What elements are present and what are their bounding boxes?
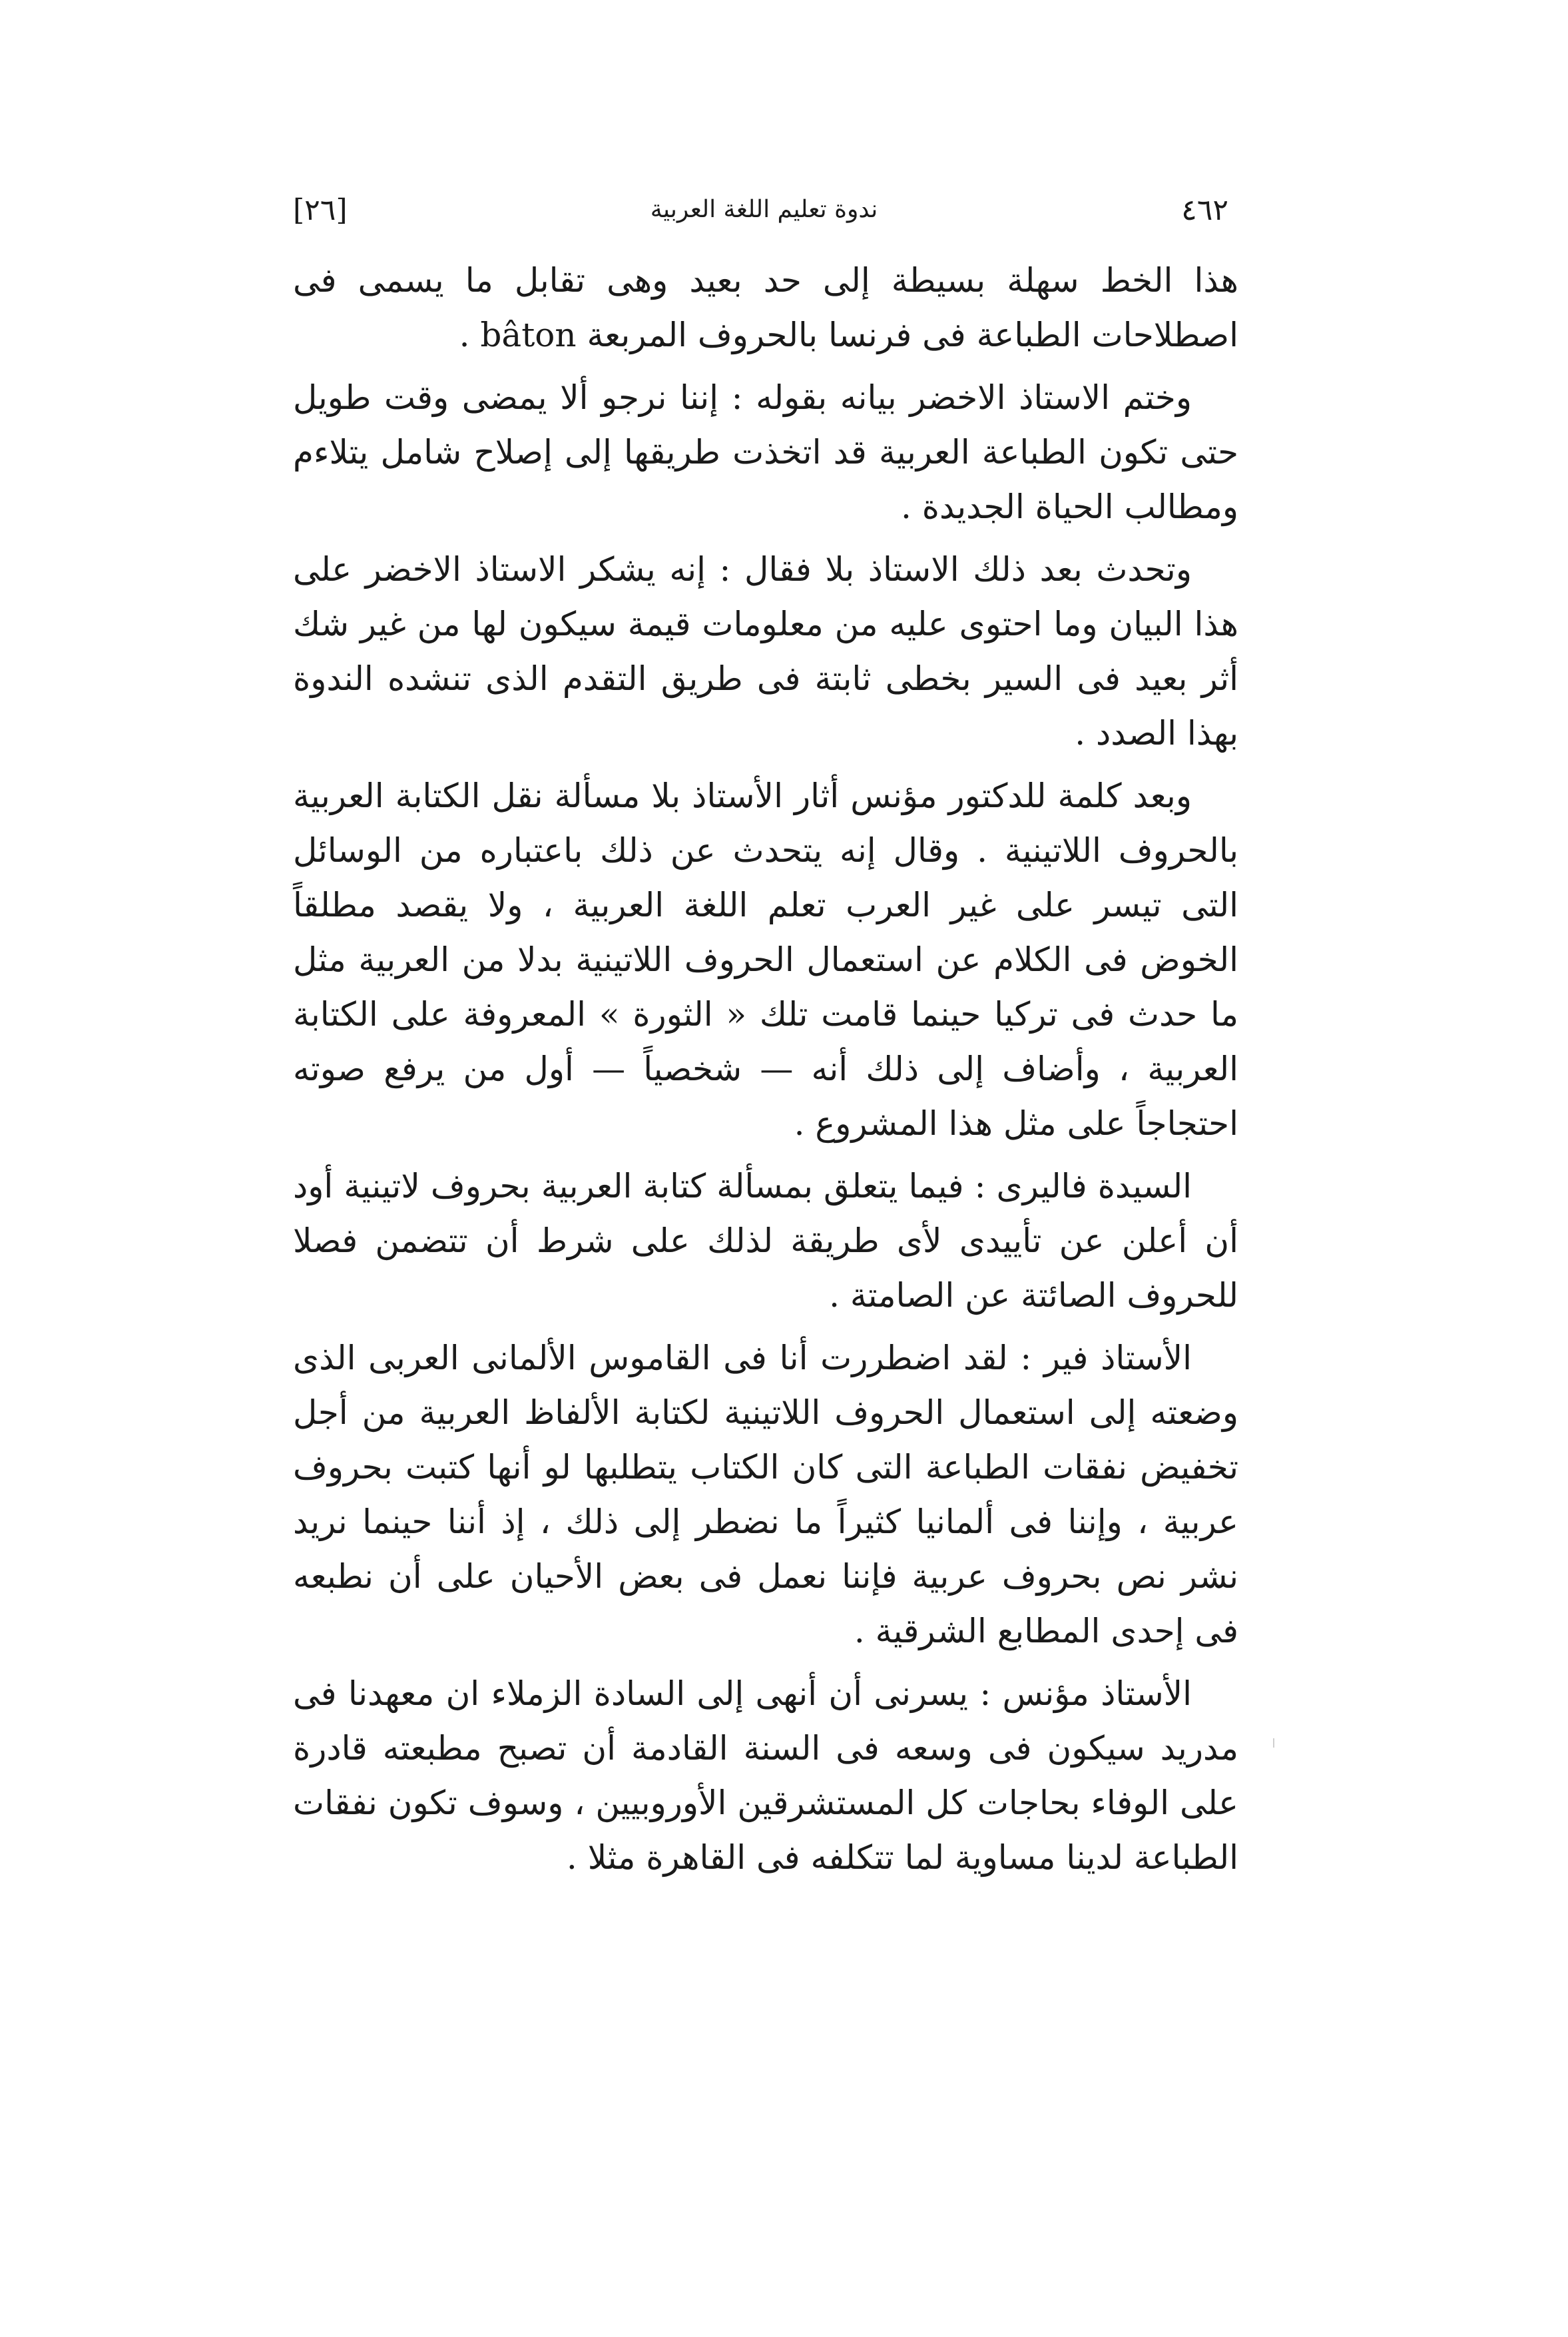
paragraph-5: السيدة فاليرى : فيما يتعلق بمسألة كتابة العربية بحروف لاتينية أود أن أعلن عن تأييدى لأى طريقة لذلك على شرط أن تتضمن فصلا للحروف الصائتة عن الصامتة . — [293, 1167, 1238, 1315]
paragraph-4: وبعد كلمة للدكتور مؤنس أثار الأستاذ بلا مسألة نقل الكتابة العربية بالحروف اللاتينية . وقال إنه يتحدث عن ذلك باعتباره من الوسائل التى تيسر على غير العرب تعلم اللغة العربية ، ولا يقصد مطلقاً الخوض فى الكلام عن استعمال الحروف اللاتينية بدلا من العربية مثل ما حدث فى تركيا حينما قامت تلك « الثورة » المعروفة على الكتابة العربية ، وأضاف إلى ذلك أنه — شخصياً — أول من يرفع صوته احتجاجاً على مثل هذا المشروع . — [293, 777, 1238, 1143]
latin-term: bâton — [480, 316, 577, 354]
paragraph-1 — [293, 253, 1238, 362]
body-text — [293, 253, 1238, 1893]
paragraph-7: الأستاذ مؤنس : يسرنى أن أنهى إلى السادة الزملاء ان معهدنا فى مدريد سيكون فى وسعه فى السنة القادمة أن تصبح مطبعته قادرة على الوفاء بحاجات كل المستشرقين الأوروبيين ، وسوف تكون نفقات الطباعة لدينا مساوية لما تتكلفه فى القاهرة مثلا . — [293, 1674, 1238, 1877]
running-header — [293, 181, 1235, 234]
running-title: ندوة تعليم اللغة العربية — [650, 196, 878, 223]
paragraph-2: وختم الاستاذ الاخضر بيانه بقوله : إننا نرجو ألا يمضى وقت طويل حتى تكون الطباعة العربية قد اتخذت طريقها إلى إصلاح شامل يتلاءم ومطالب الحياة الجديدة . — [293, 378, 1238, 526]
paragraph-1-end: . — [459, 316, 481, 354]
paragraph-1-text: هذا الخط سهلة بسيطة إلى حد بعيد وهى تقابل ما يسمى فى اصطلاحات الطباعة فى فرنسا بالحروف المربعة — [293, 261, 1238, 354]
section-number: [٢٦] — [293, 193, 348, 227]
scan-mark — [1273, 1738, 1274, 1748]
page-number: ٤٦٢ — [1181, 193, 1228, 227]
paragraph-6: الأستاذ فير : لقد اضطررت أنا فى القاموس الألمانى العربى الذى وضعته إلى استعمال الحروف اللاتينية لكتابة الألفاظ العربية من أجل تخفيض نفقات الطباعة التى كان الكتاب يتطلبها لو أنها كتبت بحروف عربية ، وإننا فى ألمانيا كثيراً ما نضطر إلى ذلك ، إذ أننا حينما نريد نشر نص بحروف عربية فإننا نعمل فى بعض الأحيان على أن نطبعه فى إحدى المطابع الشرقية . — [293, 1339, 1238, 1650]
paragraph-3: وتحدث بعد ذلك الاستاذ بلا فقال : إنه يشكر الاستاذ الاخضر على هذا البيان وما احتوى عليه من معلومات قيمة سيكون لها من غير شك أثر بعيد فى السير بخطى ثابتة فى طريق التقدم الذى تنشده الندوة بهذا الصدد . — [293, 550, 1238, 753]
